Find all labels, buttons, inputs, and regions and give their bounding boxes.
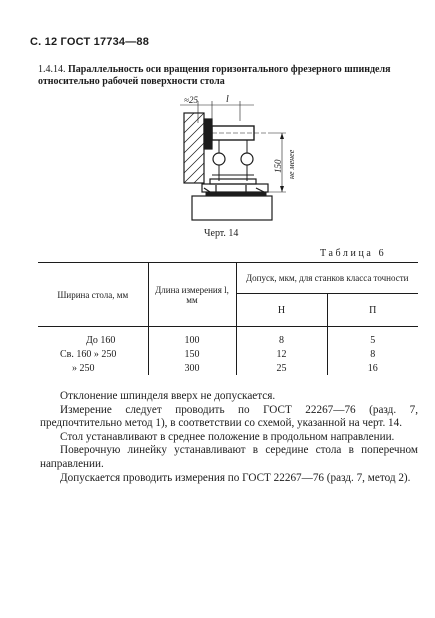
measurement-diagram (150, 93, 300, 228)
header-length: Длина измерения l, мм (148, 263, 236, 327)
paragraph: Допускается проводить измерения по ГОСТ 22267—76 (разд. 7, метод 2). (60, 471, 411, 484)
machine-table (202, 184, 268, 192)
section-title: Параллельность оси вращения горизонтального фрезерного шпинделя относительно рабочей поверхности стола (38, 64, 391, 87)
table-row (38, 347, 418, 361)
cell-length: 150 (148, 347, 236, 361)
cell-h: 12 (236, 347, 327, 361)
cell-width: » 250 (72, 362, 95, 374)
cell-width: До 160 (86, 334, 116, 346)
header-tolerance: Допуск, мкм, для станков класса точности (236, 263, 418, 294)
cell-p: 16 (327, 361, 418, 375)
section-number: 1.4.14. (38, 64, 66, 75)
dim-not-less-label: не менее (287, 149, 296, 179)
cell-width: Св. 160 » 250 (60, 348, 117, 360)
cell-p: 8 (327, 347, 418, 361)
table-title: Таблица 6 (320, 248, 387, 259)
table-row (38, 327, 418, 348)
body-text (40, 390, 418, 485)
cell-h: 8 (236, 327, 327, 348)
column-hatching (184, 113, 204, 183)
paragraph: Измерение следует проводить по ГОСТ 22267—76 (разд. 7, предпочтительно метод 1), в соответствии со схемой, указанной на черт. 14. (40, 403, 418, 430)
header-class-p: П (327, 294, 418, 327)
cell-length: 300 (148, 361, 236, 375)
cell-length: 100 (148, 327, 236, 348)
table-row (38, 361, 418, 375)
paragraph: Отклонение шпинделя вверх не допускается. (60, 390, 276, 402)
paragraph: Стол устанавливают в среднее положение в продольном направлении. (60, 430, 395, 443)
figure-caption: Черт. 14 (204, 228, 239, 239)
paragraph: Поверочную линейку устанавливают в середине стола в поперечном направлении. (40, 444, 418, 470)
dim-approx-label: ≈25 (184, 95, 198, 105)
dim-150-label: 150 (273, 159, 283, 173)
header-class-h: Н (236, 294, 327, 327)
tolerance-table (38, 262, 418, 375)
cell-p: 5 (327, 327, 418, 348)
dim-l-label: l (226, 94, 229, 105)
cell-h: 25 (236, 361, 327, 375)
page-header: С. 12 ГОСТ 17734—88 (30, 36, 150, 48)
header-width: Ширина стола, мм (38, 263, 148, 327)
section-heading (38, 64, 423, 88)
